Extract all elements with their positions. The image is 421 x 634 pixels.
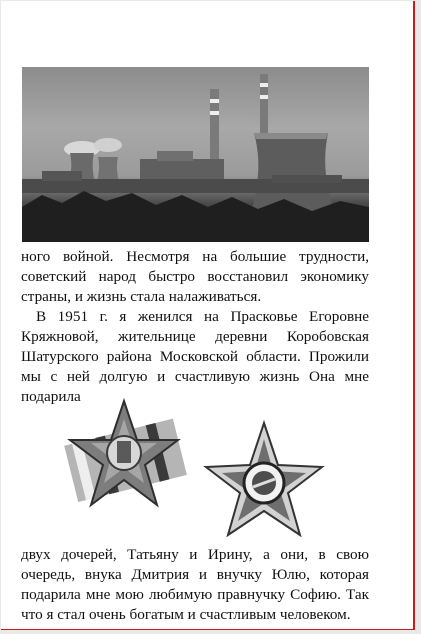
medals-image <box>64 393 332 548</box>
power-plant-illustration <box>22 67 369 242</box>
paragraph-marriage: В 1951 г. я женился на Прасковье Егоровне Кряжновой, жительнице деревни Коробовская Шатурского района Московской области. Прожили мы с ней долгую и счастливую жизнь Она мне подарила <box>21 308 369 405</box>
book-page <box>1 1 415 630</box>
power-plant-photo <box>22 67 369 242</box>
medals-illustration <box>64 393 332 548</box>
text-top <box>21 247 369 407</box>
text-bottom <box>21 545 369 625</box>
paragraph-family: двух дочерей, Татьяну и Ирину, а они, в свою очередь, внука Дмитрия и внучку Юлю, которая подарила мне мою любимую правнучку Софию. Так что я стал очень богатым и счастливым человеком. <box>21 546 369 623</box>
paragraph-continued: ного войной. Несмотря на большие трудности, советский народ быстро восстановил экономику страны, и жизнь стала налаживаться. <box>21 248 369 305</box>
